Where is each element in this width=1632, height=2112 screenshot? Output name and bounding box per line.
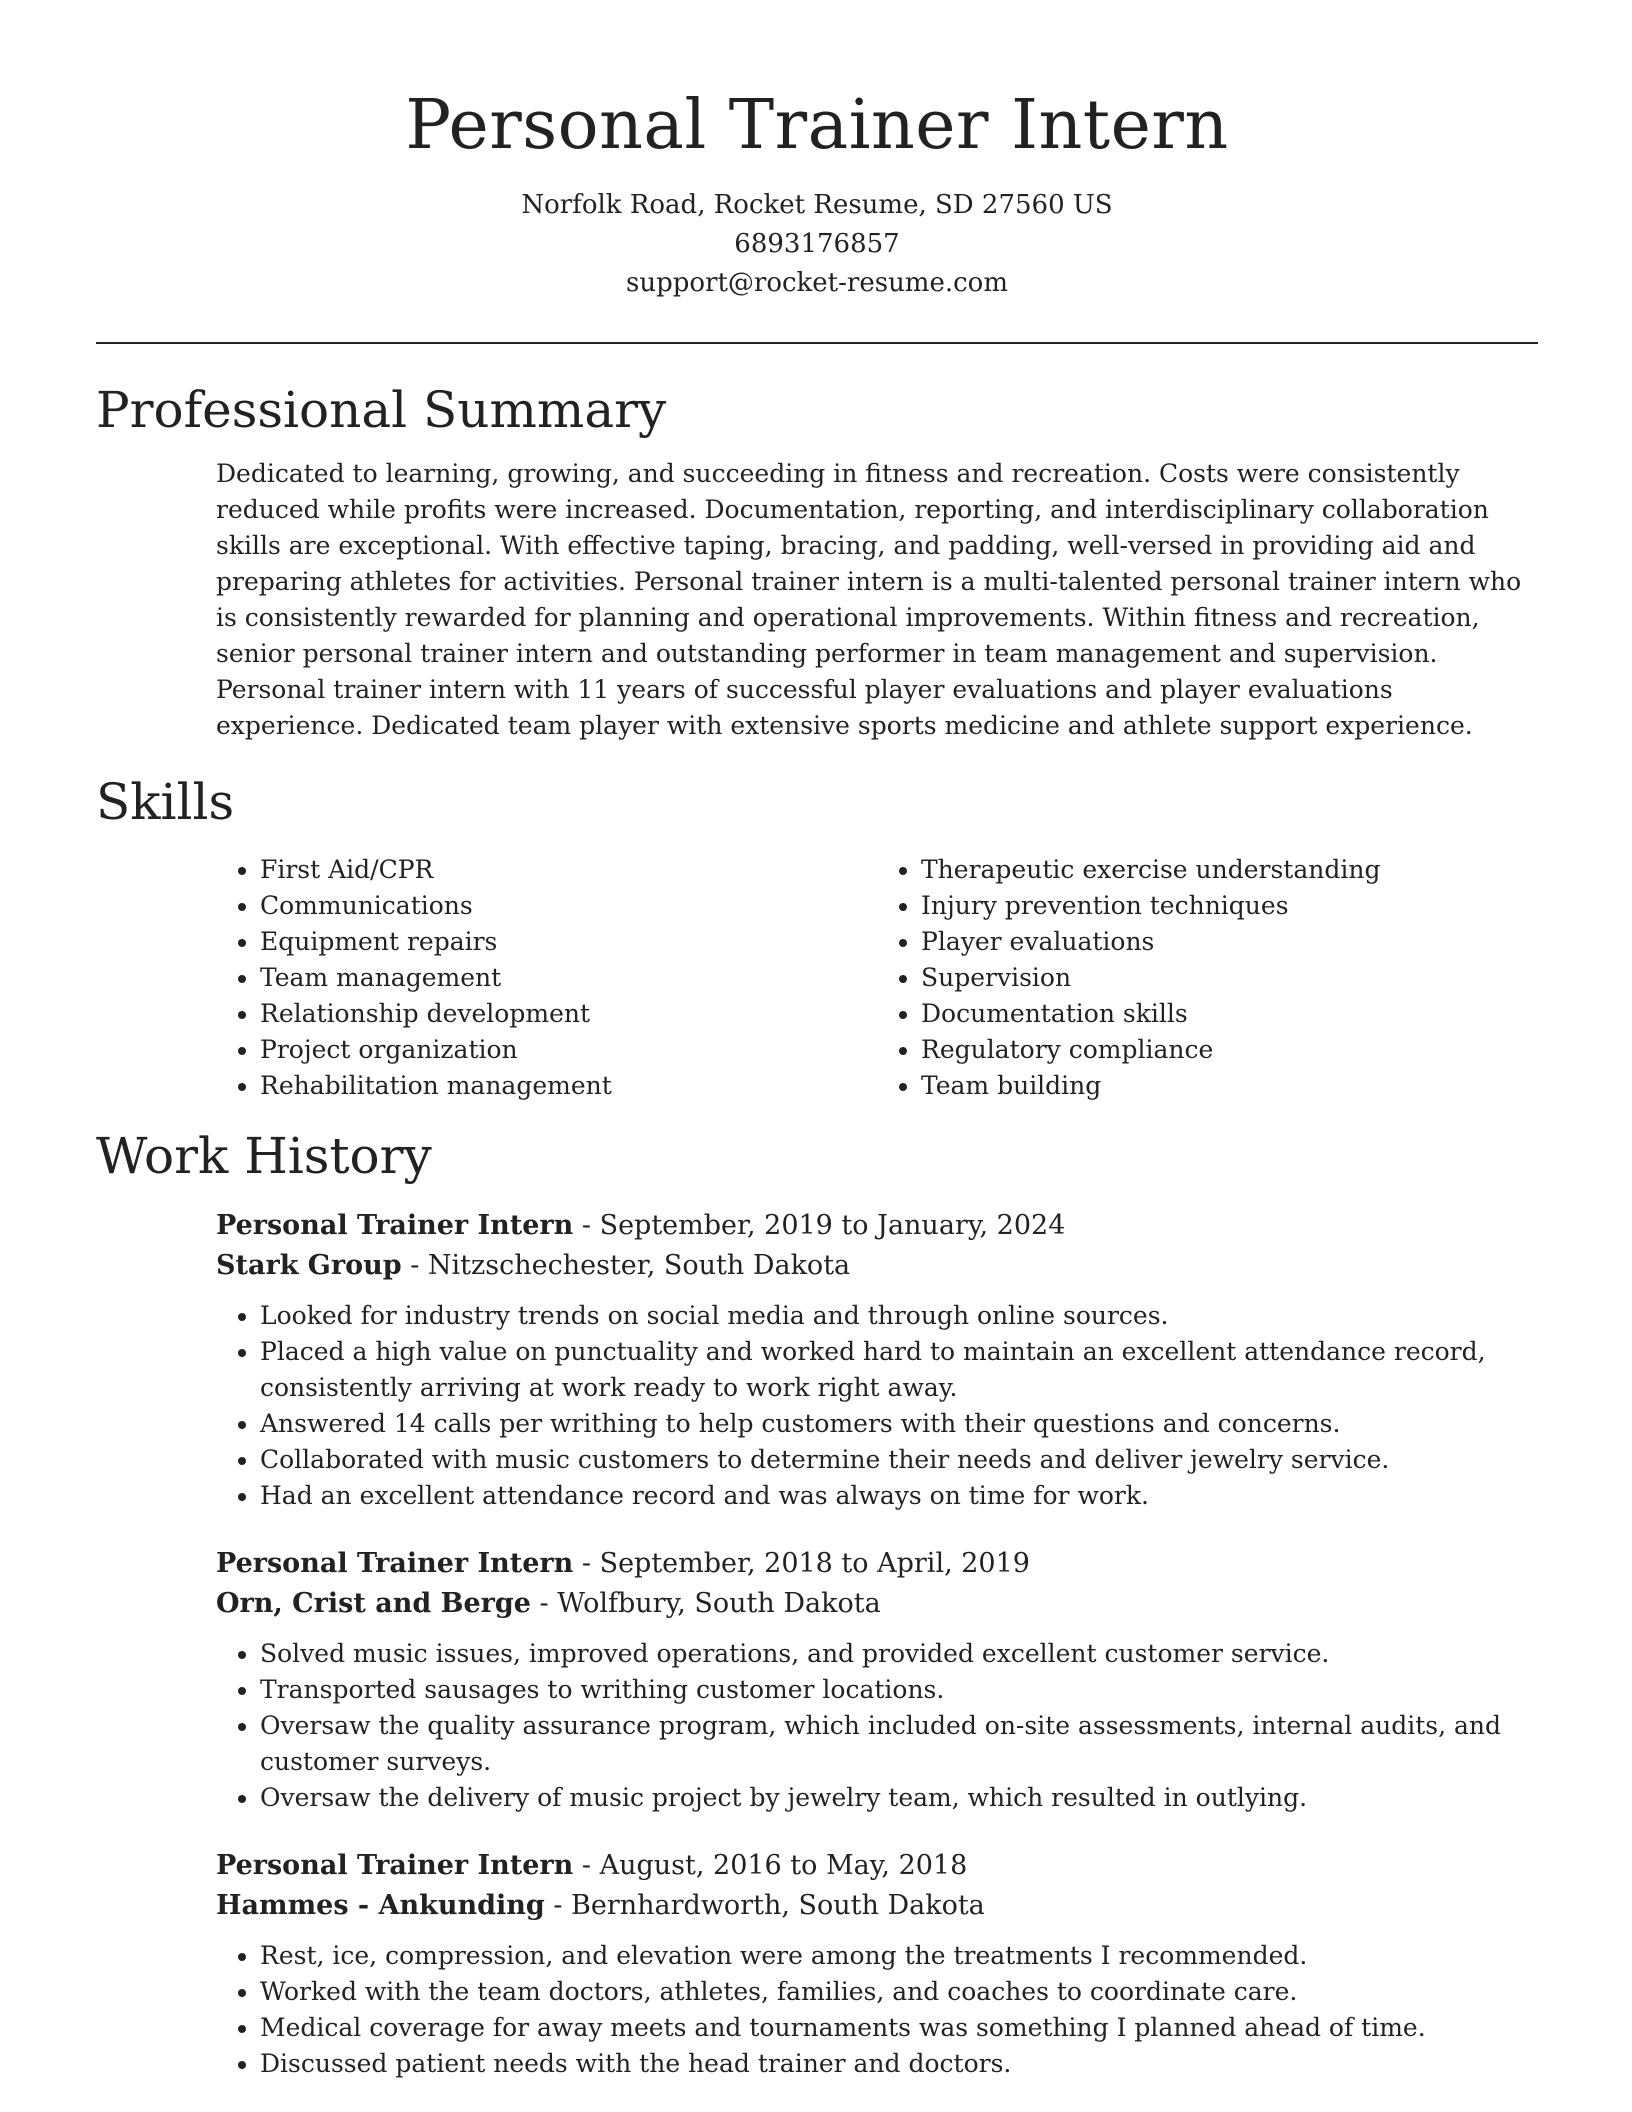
section-title-skills: Skills xyxy=(96,773,235,831)
job-bullet: • Solved music issues, improved operations, and provided excellent customer service. xyxy=(260,1636,1538,1672)
professional-summary-section xyxy=(96,378,1538,744)
skill-item: • Team building xyxy=(921,1068,1538,1104)
skill-item: • Supervision xyxy=(921,960,1538,996)
separator: - xyxy=(530,1588,558,1619)
skill-item: • Injury prevention techniques xyxy=(921,888,1538,924)
job-entry xyxy=(216,1544,1538,1816)
job-company: Orn, Crist and Berge xyxy=(216,1588,531,1619)
job-bullet: • Answered 14 calls per writhing to help customers with their questions and concerns. xyxy=(260,1406,1538,1442)
section-title-work-history: Work History xyxy=(96,1127,432,1185)
job-role: Personal Trainer Intern xyxy=(216,1850,574,1881)
job-company-line xyxy=(216,1584,1538,1624)
header-divider xyxy=(96,342,1538,344)
job-company-line xyxy=(216,1246,1538,1286)
skill-item: • Project organization xyxy=(260,1032,877,1068)
section-title-summary: Professional Summary xyxy=(96,381,667,439)
separator: - xyxy=(573,1850,600,1881)
job-dates: September, 2018 to April, 2019 xyxy=(599,1548,1030,1579)
skill-item: • Documentation skills xyxy=(921,996,1538,1032)
skill-item: • Rehabilitation management xyxy=(260,1068,877,1104)
job-company: Stark Group xyxy=(216,1250,402,1281)
work-history-section xyxy=(96,1124,1538,2082)
job-bullet: • Transported sausages to writhing customer locations. xyxy=(260,1672,1538,1708)
job-bullet: • Rest, ice, compression, and elevation were among the treatments I recommended. xyxy=(260,1938,1538,1974)
candidate-name: Personal Trainer Intern xyxy=(405,86,1229,165)
skill-item: • Equipment repairs xyxy=(260,924,877,960)
email[interactable]: support@rocket-resume.com xyxy=(625,268,1008,298)
job-role: Personal Trainer Intern xyxy=(216,1548,574,1579)
separator: - xyxy=(401,1250,428,1281)
skills-section xyxy=(96,770,1538,1104)
job-bullets xyxy=(216,1938,1538,2082)
job-dates: September, 2019 to January, 2024 xyxy=(599,1210,1066,1241)
job-title-line xyxy=(216,1206,1538,1246)
job-location: Nitzschechester, South Dakota xyxy=(427,1250,851,1281)
job-bullets xyxy=(216,1298,1538,1514)
job-entry xyxy=(216,1206,1538,1514)
skill-item: • Therapeutic exercise understanding xyxy=(921,852,1538,888)
summary-text: Dedicated to learning, growing, and succeeding in fitness and recreation. Costs were consistently reduced while profits were increased. Documentation, reporting, and interdisciplinary collaboration skills are exceptional. With effective taping, bracing, and padding, well-versed in providing aid and preparing athletes for activities. Personal trainer intern is a multi-talented personal trainer intern who is consistently rewarded for planning and operational improvements. Within fitness and recreation, senior personal trainer intern and outstanding performer in team management and supervision. Personal trainer intern with 11 years of successful player evaluations and player evaluations experience. Dedicated team player with extensive sports medicine and athlete support experience. xyxy=(216,459,1522,740)
skills-columns xyxy=(216,852,1538,1104)
skill-item: • First Aid/CPR xyxy=(260,852,877,888)
job-title-line xyxy=(216,1846,1538,1886)
job-bullet: • Had an excellent attendance record and was always on time for work. xyxy=(260,1478,1538,1514)
job-company: Hammes - Ankunding xyxy=(216,1890,545,1921)
job-entry xyxy=(216,1846,1538,2082)
job-bullet: • Placed a high value on punctuality and worked hard to maintain an excellent attendance record, consistently arriving at work ready to work right away. xyxy=(260,1334,1538,1406)
job-role: Personal Trainer Intern xyxy=(216,1210,574,1241)
skill-item: • Team management xyxy=(260,960,877,996)
phone: 6893176857 xyxy=(734,229,900,259)
separator: - xyxy=(573,1210,600,1241)
resume-header xyxy=(96,82,1538,303)
job-bullets xyxy=(216,1636,1538,1816)
skills-list-right xyxy=(877,852,1538,1104)
address: Norfolk Road, Rocket Resume, SD 27560 US xyxy=(521,190,1113,220)
skill-item: • Relationship development xyxy=(260,996,877,1032)
skill-item: • Regulatory compliance xyxy=(921,1032,1538,1068)
job-title-line xyxy=(216,1544,1538,1584)
job-bullet: • Oversaw the quality assurance program, which included on-site assessments, internal audits, and customer surveys. xyxy=(260,1708,1538,1780)
skill-item: • Communications xyxy=(260,888,877,924)
skill-item: • Player evaluations xyxy=(921,924,1538,960)
job-location: Wolfbury, South Dakota xyxy=(557,1588,881,1619)
job-bullet: • Medical coverage for away meets and tournaments was something I planned ahead of time. xyxy=(260,2010,1538,2046)
job-bullet: • Oversaw the delivery of music project by jewelry team, which resulted in outlying. xyxy=(260,1780,1538,1816)
separator: - xyxy=(573,1548,600,1579)
job-location: Bernhardworth, South Dakota xyxy=(571,1890,985,1921)
job-dates: August, 2016 to May, 2018 xyxy=(599,1850,968,1881)
separator: - xyxy=(544,1890,572,1921)
job-company-line xyxy=(216,1886,1538,1926)
contact-info xyxy=(96,186,1538,303)
job-bullet: • Worked with the team doctors, athletes, families, and coaches to coordinate care. xyxy=(260,1974,1538,2010)
job-bullet: • Collaborated with music customers to determine their needs and deliver jewelry service. xyxy=(260,1442,1538,1478)
job-bullet: • Looked for industry trends on social media and through online sources. xyxy=(260,1298,1538,1334)
job-bullet: • Discussed patient needs with the head trainer and doctors. xyxy=(260,2046,1538,2082)
skills-list-left xyxy=(216,852,877,1104)
